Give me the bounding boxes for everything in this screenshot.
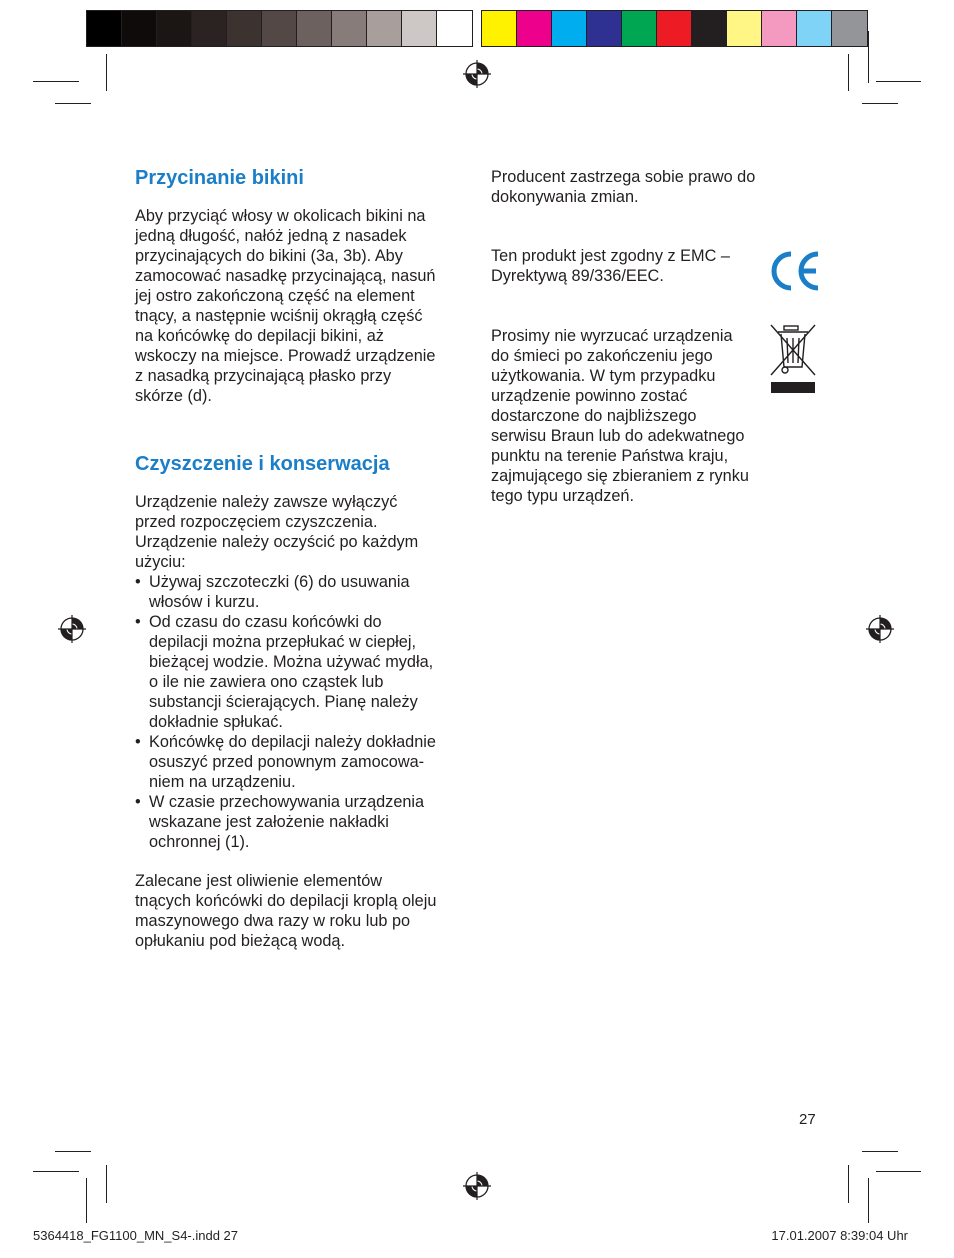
registration-mark-icon — [866, 615, 894, 643]
text-line: depilacji można przepłukać w ciepłej, — [149, 633, 416, 651]
color-swatch — [692, 11, 727, 46]
text-line: • Od czasu do czasu końcówki do — [149, 613, 382, 631]
text-line: maszynowego dwa razy w roku lub po — [135, 912, 411, 930]
registration-mark-icon — [463, 60, 491, 88]
color-swatch — [552, 11, 587, 46]
text-line: • Końcówkę do depilacji należy dokładnie — [149, 733, 436, 751]
text-line: Prosimy nie wyrzucać urządzenia — [491, 327, 733, 345]
list-item — [135, 732, 465, 792]
text-line: Zalecane jest oliwienie elementów — [135, 872, 383, 890]
emc-compliance-text — [491, 246, 771, 286]
color-swatch — [192, 11, 227, 46]
footer-timestamp: 17.01.2007 8:39:04 Uhr — [771, 1228, 908, 1243]
text-line: dostarczone do najbliższego — [491, 407, 697, 425]
crop-mark — [876, 1171, 921, 1172]
crop-mark — [862, 1151, 898, 1152]
text-line: przycinających do bikini (3a, 3b). Aby — [135, 247, 403, 265]
text-line: użyciu: — [135, 553, 186, 571]
text-line: urządzenie powinno zostać — [491, 387, 688, 405]
page-number: 27 — [799, 1111, 816, 1128]
crop-mark — [868, 31, 869, 83]
text-line: użytkowania. W tym przypadku — [491, 367, 716, 385]
color-swatch — [517, 11, 552, 46]
text-line: skórze (d). — [135, 387, 212, 405]
text-line: serwisu Braun lub do adekwatnego — [491, 427, 745, 445]
color-swatch — [262, 11, 297, 46]
process-color-bar — [481, 10, 868, 47]
text-line: włosów i kurzu. — [149, 593, 260, 611]
text-line: substancji ścierających. Pianę należy — [149, 693, 418, 711]
text-line: na końcówkę do depilacji bikini, aż — [135, 327, 384, 345]
crossed-out-bin-icon — [768, 323, 818, 395]
crop-mark — [848, 54, 849, 91]
text-line: Urządzenie należy zawsze wyłączyć — [135, 493, 398, 511]
text-line: wskazane jest założenie nakładki — [149, 813, 389, 831]
crop-mark — [868, 1178, 869, 1223]
text-line: bieżącej wodzie. Można używać mydła, — [149, 653, 434, 671]
text-line: zajmującego się zbieraniem z rynku — [491, 467, 749, 485]
list-item — [135, 792, 465, 852]
cleaning-bullet-list — [135, 572, 465, 852]
color-swatch — [157, 11, 192, 46]
text-line: Ten produkt jest zgodny z EMC – — [491, 247, 730, 265]
text-line: • Używaj szczoteczki (6) do usuwania — [149, 573, 410, 591]
list-item — [135, 572, 465, 612]
color-swatch — [727, 11, 762, 46]
registration-mark-icon — [463, 1172, 491, 1200]
color-swatch — [122, 11, 157, 46]
text-line: przed rozpoczęciem czyszczenia. — [135, 513, 378, 531]
disposal-notice — [491, 326, 781, 506]
text-line: zamocować nasadkę przycinającą, nasuń — [135, 267, 436, 285]
crop-mark — [33, 81, 79, 82]
grayscale-color-bar — [86, 10, 473, 47]
crop-mark — [55, 103, 91, 104]
crop-mark — [33, 1171, 79, 1172]
color-swatch — [832, 11, 867, 46]
color-swatch — [797, 11, 832, 46]
color-swatch — [402, 11, 437, 46]
text-line: opłukaniu pod bieżącą wodą. — [135, 932, 346, 950]
color-swatch — [227, 11, 262, 46]
text-line: o ile nie zawiera ono cząstek lub — [149, 673, 384, 691]
text-line: do śmieci po zakończeniu jego — [491, 347, 713, 365]
manufacturer-notice — [491, 167, 791, 207]
text-line: • W czasie przechowywania urządzenia — [149, 793, 425, 811]
text-line: z nasadką przycinającą płasko przy — [135, 367, 392, 385]
color-swatch — [87, 11, 122, 46]
ce-mark-icon — [769, 248, 821, 294]
color-swatch — [367, 11, 402, 46]
cleaning-intro-paragraph — [135, 492, 465, 572]
text-line: Dyrektywą 89/336/EEC. — [491, 267, 664, 285]
text-line: Urządzenie należy oczyścić po każdym — [135, 533, 419, 551]
crop-mark — [848, 1165, 849, 1203]
color-swatch — [587, 11, 622, 46]
crop-mark — [86, 1178, 87, 1223]
footer-file-info: 5364418_FG1100_MN_S4-.indd 27 — [33, 1228, 239, 1243]
registration-mark-icon — [58, 615, 86, 643]
text-line: wskoczy na miejsce. Prowadź urządzenie — [135, 347, 436, 365]
text-line: dokonywania zmian. — [491, 188, 639, 206]
text-line: Producent zastrzega sobie prawo do — [491, 168, 756, 186]
text-line: jej ostro zakończoną część na element — [135, 287, 415, 305]
bikini-trimming-paragraph — [135, 206, 465, 406]
color-swatch — [332, 11, 367, 46]
text-line: tnący, a następnie wciśnij okrągłą część — [135, 307, 423, 325]
color-swatch — [437, 11, 472, 46]
crop-mark — [862, 103, 898, 104]
crop-mark — [876, 81, 921, 82]
text-line: osuszyć przed ponownym zamocowa- — [149, 753, 425, 771]
color-swatch — [622, 11, 657, 46]
text-line: ochronnej (1). — [149, 833, 250, 851]
text-line: jedną długość, nałóż jedną z nasadek — [135, 227, 407, 245]
text-line: Aby przyciąć włosy w okolicach bikini na — [135, 207, 426, 225]
color-swatch — [762, 11, 797, 46]
text-line: tnących końcówki do depilacji kroplą oleju — [135, 892, 437, 910]
crop-mark — [106, 54, 107, 91]
text-line: niem na urządzeniu. — [149, 773, 296, 791]
text-line: tego typu urządzeń. — [491, 487, 635, 505]
section-title-cleaning: Czyszczenie i konserwacja — [135, 453, 390, 475]
color-swatch — [297, 11, 332, 46]
color-swatch — [482, 11, 517, 46]
crop-mark — [55, 1151, 91, 1152]
text-line: dokładnie spłukać. — [149, 713, 283, 731]
oiling-paragraph — [135, 871, 465, 951]
section-title-bikini-trimming: Przycinanie bikini — [135, 167, 304, 189]
color-swatch — [657, 11, 692, 46]
crop-mark — [106, 1165, 107, 1203]
list-item — [135, 612, 465, 732]
text-line: punktu na terenie Państwa kraju, — [491, 447, 729, 465]
